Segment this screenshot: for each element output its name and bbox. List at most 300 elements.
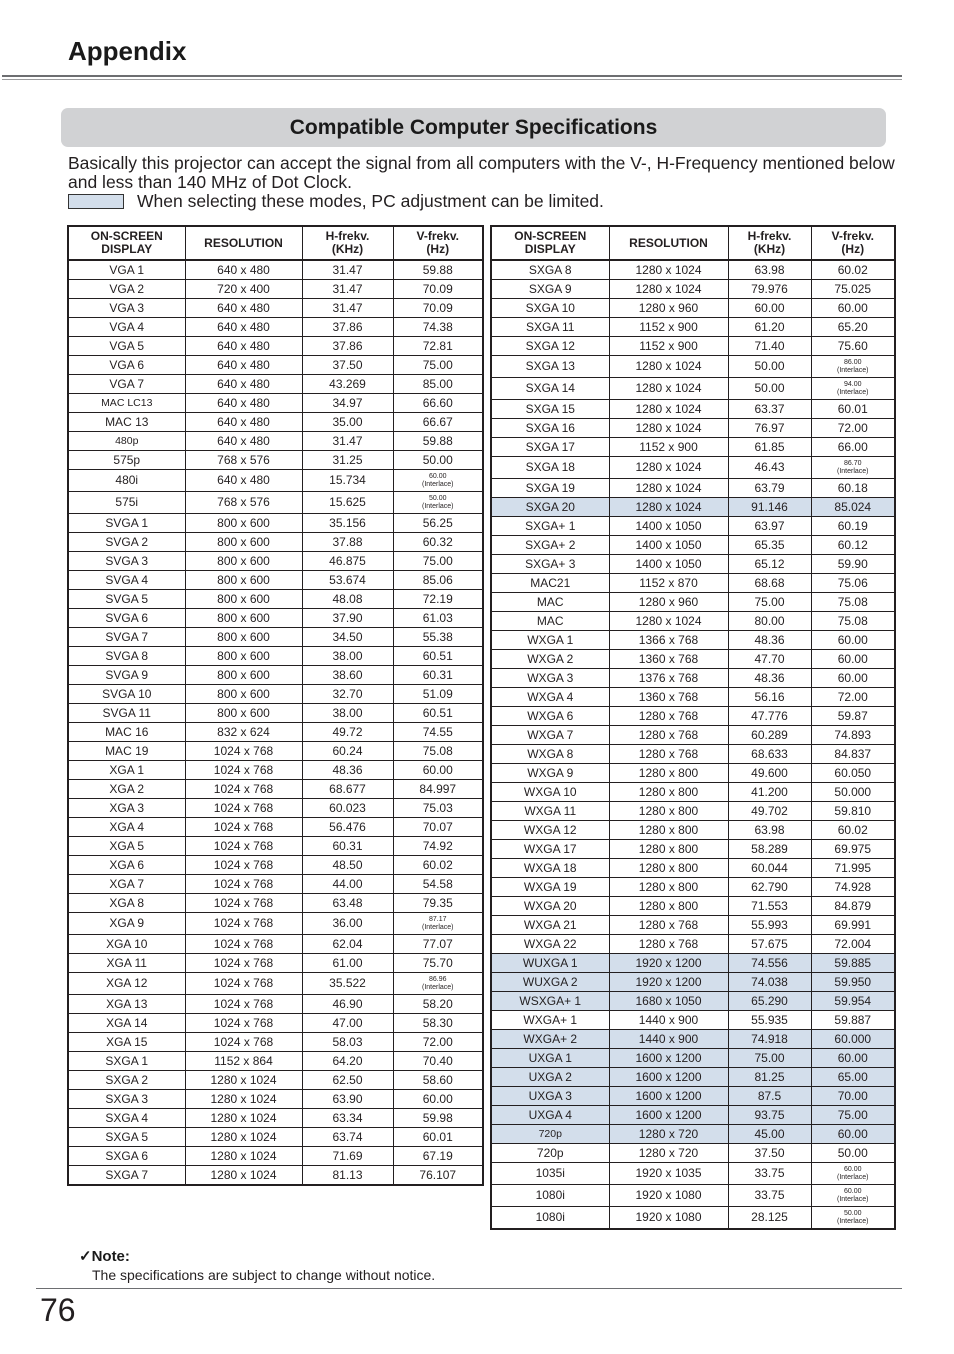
cell-display: SVGA 10 (68, 685, 185, 704)
cell-display: 480p (68, 432, 185, 451)
cell-resolution: 1280 x 1024 (185, 1166, 302, 1186)
cell-display: SXGA 5 (68, 1128, 185, 1147)
cell-vfreq: 50.00 (811, 1144, 895, 1163)
cell-hfreq: 47.00 (302, 1014, 393, 1033)
cell-display: MAC (491, 593, 609, 612)
header-vfreq: V-frekv. (Hz) (393, 226, 483, 260)
cell-display: SVGA 9 (68, 666, 185, 685)
table-row (68, 1014, 483, 1033)
table-row (491, 1163, 895, 1185)
cell-hfreq: 63.37 (728, 400, 811, 419)
cell-resolution: 800 x 600 (185, 609, 302, 628)
cell-hfreq: 38.60 (302, 666, 393, 685)
table-body-right (491, 260, 895, 1229)
table-row (491, 650, 895, 669)
cell-vfreq: 75.00 (811, 1106, 895, 1125)
cell-display: WXGA 6 (491, 707, 609, 726)
cell-vfreq: 50.00 (393, 451, 483, 470)
table-row (491, 897, 895, 916)
cell-resolution: 1366 x 768 (609, 631, 728, 650)
cell-hfreq: 65.35 (728, 536, 811, 555)
cell-display: SXGA 19 (491, 479, 609, 498)
table-row (68, 628, 483, 647)
cell-resolution: 640 x 480 (185, 432, 302, 451)
cell-vfreq: 50.000 (811, 783, 895, 802)
cell-display: SXGA 8 (491, 260, 609, 280)
interlace-label: (Interlace) (421, 502, 454, 510)
cell-vfreq (811, 356, 895, 378)
cell-hfreq: 64.20 (302, 1052, 393, 1071)
cell-display: WXGA 10 (491, 783, 609, 802)
cell-vfreq: 60.31 (393, 666, 483, 685)
cell-hfreq: 93.75 (728, 1106, 811, 1125)
cell-vfreq: 60.12 (811, 536, 895, 555)
cell-vfreq: 60.51 (393, 647, 483, 666)
cell-hfreq: 46.90 (302, 995, 393, 1014)
cell-resolution: 1440 x 900 (609, 1030, 728, 1049)
table-row (491, 1106, 895, 1125)
cell-display: WUXGA 1 (491, 954, 609, 973)
cell-display: WXGA 9 (491, 764, 609, 783)
cell-resolution: 1680 x 1050 (609, 992, 728, 1011)
table-row (491, 457, 895, 479)
table-row (68, 1090, 483, 1109)
cell-resolution: 1280 x 1024 (609, 280, 728, 299)
cell-display: WXGA+ 1 (491, 1011, 609, 1030)
header-vfreq: V-frekv. (Hz) (811, 226, 895, 260)
cell-resolution: 1280 x 1024 (185, 1109, 302, 1128)
cell-hfreq: 74.918 (728, 1030, 811, 1049)
table-row (68, 837, 483, 856)
cell-vfreq: 70.40 (393, 1052, 483, 1071)
cell-vfreq: 77.07 (393, 935, 483, 954)
cell-resolution: 1024 x 768 (185, 780, 302, 799)
table-row (68, 1033, 483, 1052)
cell-display: SXGA 10 (491, 299, 609, 318)
interlace-label: (Interlace) (421, 480, 454, 488)
cell-display: VGA 7 (68, 375, 185, 394)
cell-hfreq: 76.97 (728, 419, 811, 438)
table-row (491, 1049, 895, 1068)
cell-vfreq (393, 973, 483, 995)
table-row (68, 799, 483, 818)
cell-resolution: 1400 x 1050 (609, 555, 728, 574)
table-row (491, 726, 895, 745)
table-row (491, 1207, 895, 1230)
cell-resolution: 1280 x 768 (609, 745, 728, 764)
cell-resolution: 1280 x 1024 (185, 1090, 302, 1109)
table-row (68, 761, 483, 780)
cell-hfreq: 37.88 (302, 533, 393, 552)
cell-vfreq: 84.997 (393, 780, 483, 799)
cell-display: XGA 3 (68, 799, 185, 818)
table-row (68, 413, 483, 432)
table-row (491, 555, 895, 574)
cell-hfreq: 45.00 (728, 1125, 811, 1144)
table-row (491, 356, 895, 378)
cell-resolution: 640 x 480 (185, 375, 302, 394)
table-row (68, 1128, 483, 1147)
cell-display: 1035i (491, 1163, 609, 1185)
interlace-label: (Interlace) (836, 1217, 869, 1225)
cell-resolution: 1280 x 720 (609, 1125, 728, 1144)
vfreq-value: 86.00 (843, 358, 862, 366)
cell-resolution: 1152 x 900 (609, 318, 728, 337)
cell-resolution: 800 x 600 (185, 628, 302, 647)
cell-display: XGA 2 (68, 780, 185, 799)
cell-hfreq: 68.68 (728, 574, 811, 593)
table-row (491, 669, 895, 688)
cell-vfreq: 75.08 (811, 593, 895, 612)
table-row (68, 1166, 483, 1186)
cell-display: XGA 4 (68, 818, 185, 837)
cell-hfreq: 63.98 (728, 821, 811, 840)
cell-resolution: 1920 x 1080 (609, 1185, 728, 1207)
cell-display: 575i (68, 492, 185, 514)
cell-hfreq: 47.70 (728, 650, 811, 669)
table-row (491, 318, 895, 337)
cell-resolution: 1280 x 1024 (609, 498, 728, 517)
cell-vfreq: 51.09 (393, 685, 483, 704)
cell-display: WXGA 20 (491, 897, 609, 916)
table-row (491, 419, 895, 438)
cell-display: WXGA 21 (491, 916, 609, 935)
table-row (491, 859, 895, 878)
cell-hfreq: 37.86 (302, 337, 393, 356)
cell-hfreq: 31.47 (302, 260, 393, 280)
cell-vfreq (393, 913, 483, 935)
cell-hfreq: 61.00 (302, 954, 393, 973)
cell-vfreq: 60.02 (811, 821, 895, 840)
cell-resolution: 1280 x 1024 (609, 419, 728, 438)
cell-display: SXGA 4 (68, 1109, 185, 1128)
cell-display: MAC (491, 612, 609, 631)
table-row (68, 723, 483, 742)
cell-hfreq: 53.674 (302, 571, 393, 590)
cell-resolution: 1280 x 960 (609, 299, 728, 318)
cell-vfreq: 59.87 (811, 707, 895, 726)
cell-resolution: 1024 x 768 (185, 913, 302, 935)
cell-vfreq: 59.98 (393, 1109, 483, 1128)
cell-hfreq: 71.40 (728, 337, 811, 356)
table-row (68, 470, 483, 492)
cell-vfreq: 67.19 (393, 1147, 483, 1166)
cell-resolution: 1280 x 800 (609, 878, 728, 897)
cell-vfreq: 76.107 (393, 1166, 483, 1186)
cell-resolution: 1024 x 768 (185, 935, 302, 954)
cell-display: SVGA 4 (68, 571, 185, 590)
table-row (68, 954, 483, 973)
cell-resolution: 800 x 600 (185, 552, 302, 571)
cell-hfreq: 31.25 (302, 451, 393, 470)
cell-resolution: 800 x 600 (185, 666, 302, 685)
cell-vfreq: 70.09 (393, 299, 483, 318)
cell-hfreq: 35.156 (302, 514, 393, 533)
cell-vfreq: 74.928 (811, 878, 895, 897)
table-row (68, 280, 483, 299)
table-row (491, 260, 895, 280)
cell-vfreq: 60.02 (811, 260, 895, 280)
cell-vfreq: 66.00 (811, 438, 895, 457)
table-row (68, 894, 483, 913)
cell-resolution: 1280 x 720 (609, 1144, 728, 1163)
cell-display: MAC LC13 (68, 394, 185, 413)
cell-resolution: 1280 x 1024 (185, 1128, 302, 1147)
table-row (491, 821, 895, 840)
cell-display: SXGA 15 (491, 400, 609, 419)
intro-text: Basically this projector can accept the signal from all computers with the V-, H-Frequency mentioned below and less than 140 MHz of Dot Clock. (68, 153, 895, 192)
table-row (491, 935, 895, 954)
cell-vfreq: 72.00 (811, 688, 895, 707)
cell-hfreq: 49.600 (728, 764, 811, 783)
cell-display: WXGA+ 2 (491, 1030, 609, 1049)
cell-resolution: 832 x 624 (185, 723, 302, 742)
cell-hfreq: 38.00 (302, 647, 393, 666)
cell-vfreq: 70.07 (393, 818, 483, 837)
cell-display: MAC21 (491, 574, 609, 593)
cell-display: XGA 11 (68, 954, 185, 973)
table-row (68, 973, 483, 995)
cell-hfreq: 44.00 (302, 875, 393, 894)
cell-hfreq: 75.00 (728, 593, 811, 612)
table-row (68, 647, 483, 666)
interlace-label: (Interlace) (836, 366, 869, 374)
cell-display: SVGA 1 (68, 514, 185, 533)
vfreq-value: 60.00 (428, 472, 447, 480)
cell-hfreq: 63.79 (728, 479, 811, 498)
cell-vfreq: 66.60 (393, 394, 483, 413)
table-header-row (491, 226, 895, 260)
cell-resolution: 1024 x 768 (185, 761, 302, 780)
cell-hfreq: 75.00 (728, 1049, 811, 1068)
cell-vfreq: 69.991 (811, 916, 895, 935)
table-row (491, 973, 895, 992)
cell-resolution: 1920 x 1200 (609, 954, 728, 973)
cell-hfreq: 79.976 (728, 280, 811, 299)
cell-display: UXGA 4 (491, 1106, 609, 1125)
cell-vfreq: 60.00 (811, 299, 895, 318)
table-row (491, 688, 895, 707)
cell-resolution: 1376 x 768 (609, 669, 728, 688)
cell-vfreq: 60.00 (811, 631, 895, 650)
table-row (491, 1125, 895, 1144)
cell-resolution: 1440 x 900 (609, 1011, 728, 1030)
cell-hfreq: 58.289 (728, 840, 811, 859)
cell-vfreq: 60.00 (393, 1090, 483, 1109)
table-row (491, 612, 895, 631)
cell-hfreq: 48.36 (728, 631, 811, 650)
cell-vfreq: 60.51 (393, 704, 483, 723)
table-row (68, 533, 483, 552)
table-row (491, 802, 895, 821)
cell-resolution: 640 x 480 (185, 337, 302, 356)
vfreq-value: 94.00 (843, 380, 862, 388)
cell-vfreq: 75.60 (811, 337, 895, 356)
cell-vfreq (811, 1207, 895, 1230)
cell-display: XGA 13 (68, 995, 185, 1014)
header-hfreq: H-frekv. (KHz) (302, 226, 393, 260)
cell-resolution: 1360 x 768 (609, 650, 728, 669)
cell-hfreq: 49.702 (728, 802, 811, 821)
title-rule (2, 75, 902, 77)
table-row (491, 631, 895, 650)
table-row (68, 742, 483, 761)
cell-hfreq: 65.290 (728, 992, 811, 1011)
cell-vfreq: 69.975 (811, 840, 895, 859)
cell-vfreq: 75.025 (811, 280, 895, 299)
cell-hfreq: 60.00 (728, 299, 811, 318)
cell-hfreq: 34.50 (302, 628, 393, 647)
cell-hfreq: 37.86 (302, 318, 393, 337)
cell-display: SXGA 18 (491, 457, 609, 479)
cell-hfreq: 31.47 (302, 280, 393, 299)
cell-display: XGA 7 (68, 875, 185, 894)
cell-hfreq: 48.36 (728, 669, 811, 688)
cell-resolution: 1152 x 900 (609, 438, 728, 457)
cell-vfreq (393, 470, 483, 492)
cell-vfreq: 72.004 (811, 935, 895, 954)
table-row (491, 574, 895, 593)
vfreq-value: 60.00 (843, 1165, 862, 1173)
interlace-label: (Interlace) (421, 983, 454, 991)
cell-hfreq: 71.553 (728, 897, 811, 916)
cell-resolution: 1024 x 768 (185, 856, 302, 875)
table-row (491, 783, 895, 802)
table-row (68, 995, 483, 1014)
cell-hfreq: 62.50 (302, 1071, 393, 1090)
spec-table-left (67, 225, 484, 1186)
table-row (491, 593, 895, 612)
cell-hfreq: 58.03 (302, 1033, 393, 1052)
table-row (68, 666, 483, 685)
cell-vfreq: 59.954 (811, 992, 895, 1011)
cell-resolution: 1280 x 800 (609, 859, 728, 878)
cell-display: UXGA 1 (491, 1049, 609, 1068)
vfreq-value: 86.70 (843, 459, 862, 467)
cell-display: SXGA 11 (491, 318, 609, 337)
cell-display: SXGA 16 (491, 419, 609, 438)
section-banner (61, 108, 886, 147)
cell-display: XGA 9 (68, 913, 185, 935)
table-row (68, 318, 483, 337)
cell-display: WXGA 17 (491, 840, 609, 859)
cell-hfreq: 35.522 (302, 973, 393, 995)
cell-resolution: 800 x 600 (185, 571, 302, 590)
cell-vfreq: 59.810 (811, 802, 895, 821)
cell-vfreq: 71.995 (811, 859, 895, 878)
table-row (491, 916, 895, 935)
cell-resolution: 1280 x 1024 (609, 260, 728, 280)
cell-hfreq: 81.13 (302, 1166, 393, 1186)
page-number: 76 (40, 1292, 76, 1328)
header-hfreq: H-frekv. (KHz) (728, 226, 811, 260)
cell-display: SXGA 3 (68, 1090, 185, 1109)
cell-vfreq: 58.60 (393, 1071, 483, 1090)
footer-rule (36, 1288, 902, 1289)
table-row (68, 1147, 483, 1166)
cell-hfreq: 80.00 (728, 612, 811, 631)
cell-hfreq: 36.00 (302, 913, 393, 935)
table-row (68, 704, 483, 723)
cell-hfreq: 57.675 (728, 935, 811, 954)
cell-hfreq: 60.023 (302, 799, 393, 818)
cell-resolution: 1024 x 768 (185, 954, 302, 973)
cell-vfreq: 75.00 (393, 356, 483, 375)
cell-hfreq: 37.50 (302, 356, 393, 375)
cell-resolution: 720 x 400 (185, 280, 302, 299)
cell-display: UXGA 2 (491, 1068, 609, 1087)
cell-display: SXGA 6 (68, 1147, 185, 1166)
cell-hfreq: 63.34 (302, 1109, 393, 1128)
cell-hfreq: 61.20 (728, 318, 811, 337)
cell-resolution: 1280 x 800 (609, 840, 728, 859)
cell-display: WXGA 12 (491, 821, 609, 840)
cell-display: SXGA+ 2 (491, 536, 609, 555)
section-title: Compatible Computer Specifications (289, 115, 658, 139)
cell-resolution: 1280 x 1024 (609, 356, 728, 378)
cell-vfreq: 60.00 (811, 669, 895, 688)
table-row (68, 451, 483, 470)
table-header-row (68, 226, 483, 260)
cell-display: WSXGA+ 1 (491, 992, 609, 1011)
cell-vfreq: 75.08 (393, 742, 483, 761)
cell-resolution: 1280 x 1024 (609, 457, 728, 479)
cell-hfreq: 37.90 (302, 609, 393, 628)
cell-vfreq: 59.887 (811, 1011, 895, 1030)
cell-hfreq: 33.75 (728, 1163, 811, 1185)
table-row (68, 394, 483, 413)
cell-vfreq: 79.35 (393, 894, 483, 913)
cell-resolution: 1024 x 768 (185, 1014, 302, 1033)
cell-resolution: 640 x 480 (185, 318, 302, 337)
cell-hfreq: 61.85 (728, 438, 811, 457)
table-row (491, 1144, 895, 1163)
cell-hfreq: 60.044 (728, 859, 811, 878)
cell-hfreq: 55.935 (728, 1011, 811, 1030)
cell-vfreq: 84.879 (811, 897, 895, 916)
cell-hfreq: 63.98 (728, 260, 811, 280)
cell-display: SXGA 20 (491, 498, 609, 517)
cell-hfreq: 46.875 (302, 552, 393, 571)
cell-vfreq: 72.00 (393, 1033, 483, 1052)
table-row (68, 856, 483, 875)
cell-vfreq: 60.01 (393, 1128, 483, 1147)
cell-hfreq: 63.48 (302, 894, 393, 913)
cell-resolution: 1920 x 1035 (609, 1163, 728, 1185)
cell-display: 720p (491, 1144, 609, 1163)
cell-display: VGA 5 (68, 337, 185, 356)
cell-display: SXGA 14 (491, 378, 609, 400)
cell-hfreq: 41.200 (728, 783, 811, 802)
cell-resolution: 1152 x 870 (609, 574, 728, 593)
cell-resolution: 1280 x 768 (609, 726, 728, 745)
cell-vfreq: 75.06 (811, 574, 895, 593)
cell-hfreq: 50.00 (728, 378, 811, 400)
cell-vfreq: 70.09 (393, 280, 483, 299)
cell-display: SXGA+ 3 (491, 555, 609, 574)
cell-hfreq: 32.70 (302, 685, 393, 704)
table-row (491, 438, 895, 457)
table-row (491, 378, 895, 400)
table-row (491, 337, 895, 356)
cell-hfreq: 49.72 (302, 723, 393, 742)
cell-hfreq: 60.289 (728, 726, 811, 745)
cell-display: WXGA 18 (491, 859, 609, 878)
cell-hfreq: 15.625 (302, 492, 393, 514)
cell-resolution: 640 x 480 (185, 299, 302, 318)
cell-resolution: 1600 x 1200 (609, 1106, 728, 1125)
table-row (68, 913, 483, 935)
